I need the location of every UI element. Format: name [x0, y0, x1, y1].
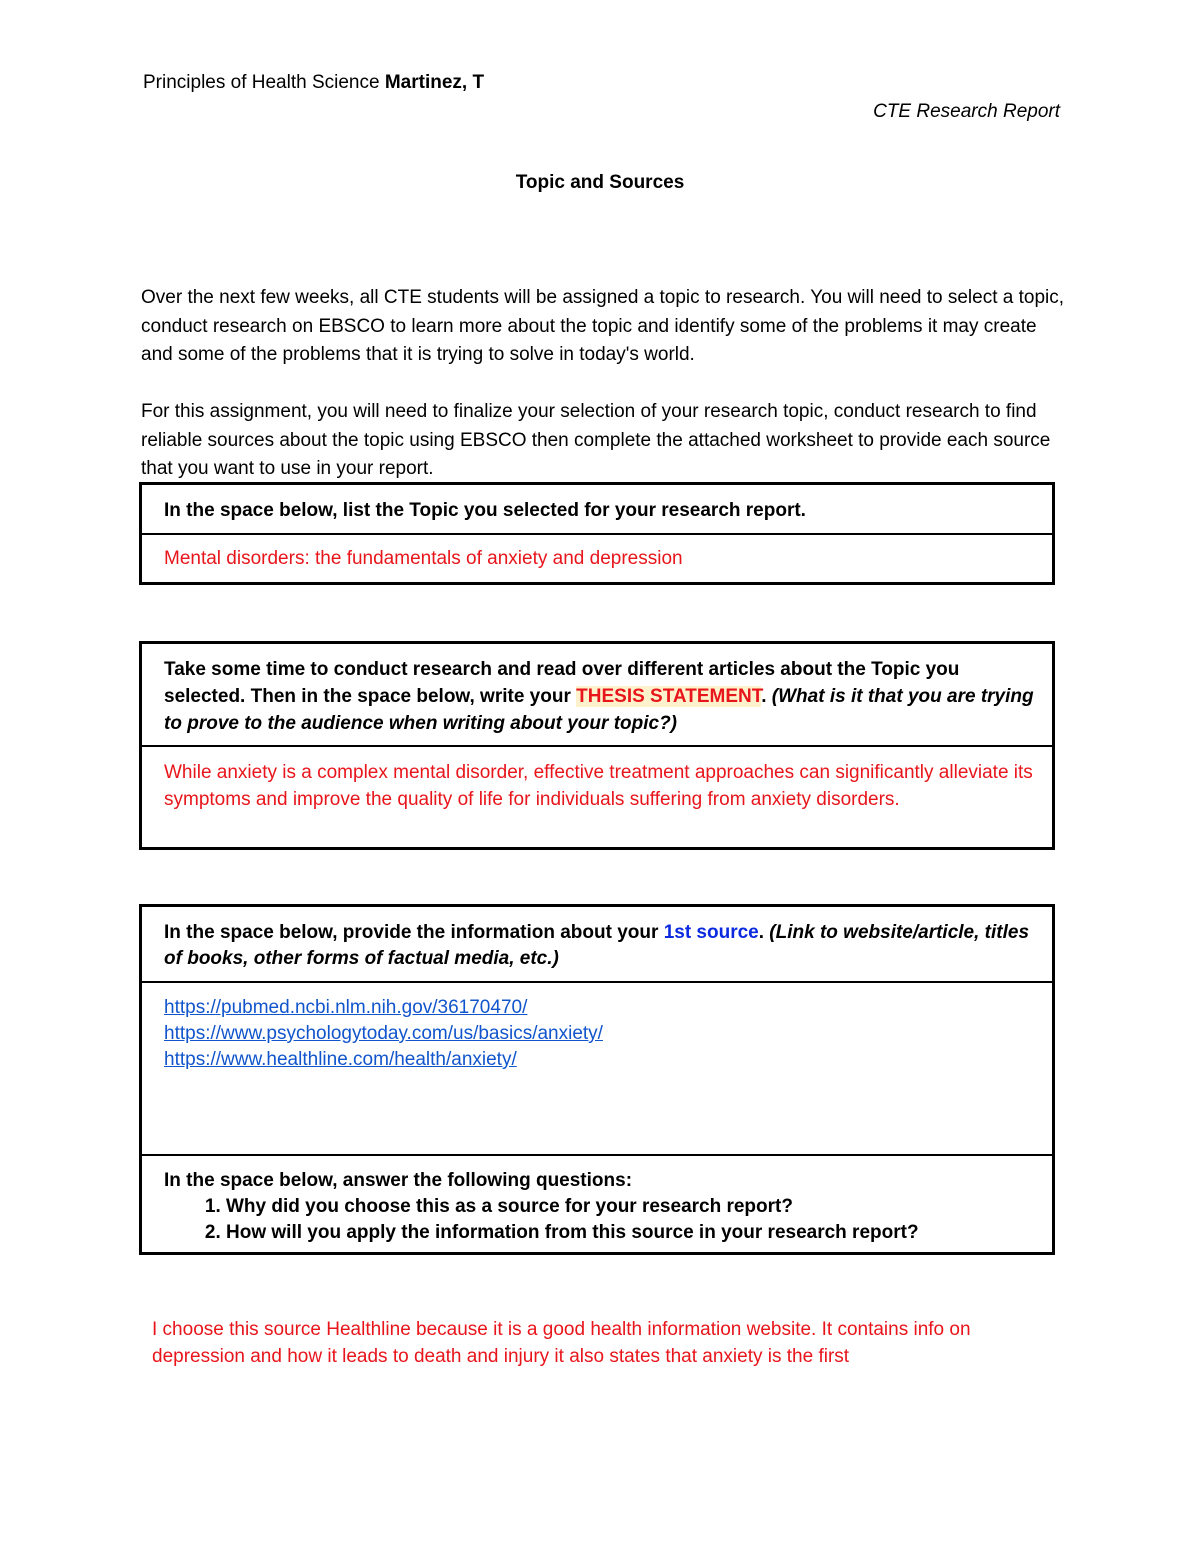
first-source-label: 1st source [663, 922, 759, 943]
source-link-healthline[interactable]: https://www.healthline.com/health/anxiety/ [164, 1049, 517, 1070]
course-name: Principles of Health Science [143, 72, 380, 93]
thesis-prompt-italic: (What is it that you are trying to prove to the audience when writing about your topic?) [164, 686, 1034, 734]
source-prompt-italic: (Link to website/article, titles of books, other forms of factual media, etc.) [164, 922, 1030, 969]
source-link-psychologytoday[interactable]: https://www.psychologytoday.com/us/basics/anxiety/ [164, 1023, 603, 1044]
thesis-prompt-period: . [761, 686, 767, 707]
questions-intro: In the space below, answer the following questions: [164, 1170, 633, 1191]
teacher-name: Martinez, T [384, 72, 485, 93]
source-prompt [142, 907, 1052, 983]
intro-paragraph-1: Over the next few weeks, all CTE students will be assigned a topic to research. You will need to select a topic, conduct research on EBSCO to learn more about the topic and identify some of the problems it may create and some of the problems that it is trying to solve in today's world. [141, 287, 1065, 365]
source-link-pubmed[interactable]: https://pubmed.ncbi.nlm.nih.gov/36170470/ [164, 997, 528, 1018]
thesis-answer[interactable]: While anxiety is a complex mental disorder, effective treatment approaches can significantly alleviate its symptoms and improve the quality of life for individuals suffering from anxiety disorders. [164, 762, 1033, 810]
source-links [142, 983, 1052, 1156]
thesis-prompt [142, 644, 1052, 747]
thesis-prompt-text: Take some time to conduct research and read over different articles about the Topic you selected. Then in the space below, write your [164, 659, 960, 707]
question-item: 1. Why did you choose this as a source for your research report? [226, 1194, 1034, 1220]
questions-list [164, 1194, 1034, 1246]
report-type: CTE Research Report [873, 101, 1060, 122]
source-answer[interactable]: I choose this source Healthline because it is a good health information website. It contains info on depression and how it leads to death and injury it also states that anxiety is the first [152, 1319, 971, 1367]
thesis-box [139, 641, 1055, 850]
topic-answer[interactable]: Mental disorders: the fundamentals of anxiety and depression [164, 548, 683, 569]
question-item: 2. How will you apply the information from this source in your research report? [226, 1220, 1034, 1246]
source-prompt-period: . [758, 922, 765, 943]
topic-prompt: In the space below, list the Topic you selected for your research report. [142, 485, 1052, 535]
page-title: Topic and Sources [515, 172, 685, 193]
source-prompt-text: In the space below, provide the information about your [164, 922, 664, 943]
source-box [139, 904, 1055, 1255]
intro-paragraph-2: For this assignment, you will need to finalize your selection of your research topic, conduct research to find reliable sources about the topic using EBSCO then complete the attached worksheet to provide each source that you want to use in your report. [141, 401, 1051, 479]
questions-cell [142, 1156, 1052, 1246]
topic-box [139, 482, 1055, 585]
thesis-statement-highlight: THESIS STATEMENT [576, 686, 762, 707]
course-header [143, 72, 484, 94]
